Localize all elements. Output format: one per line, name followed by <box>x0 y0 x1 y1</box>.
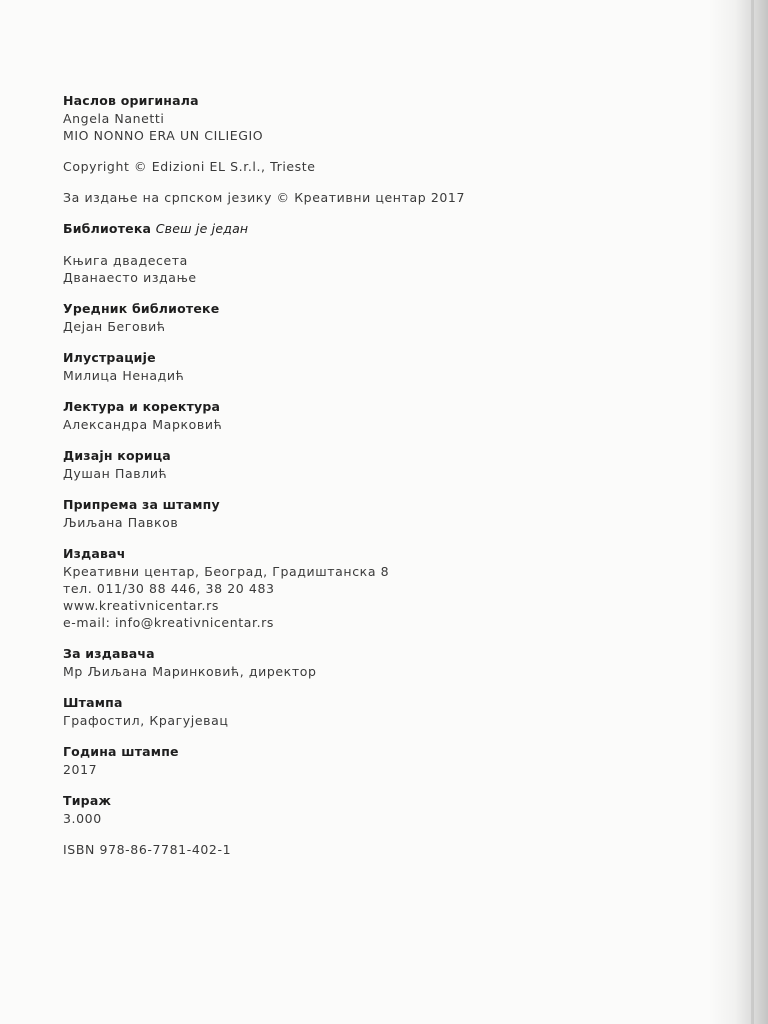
original-author: Angela Nanetti <box>63 111 165 126</box>
for-publisher-value: Мр Љиљана Маринковић, директор <box>63 664 317 679</box>
publisher-address: Креативни центар, Београд, Градиштанска 8 <box>63 564 390 579</box>
isbn-line: ISBN 978-86-7781-402-1 <box>63 842 232 857</box>
illustrations-section <box>63 349 703 384</box>
illustrations-value: Милица Ненадић <box>63 368 185 383</box>
copyright-section <box>63 158 703 175</box>
serbian-rights-section <box>63 189 703 206</box>
for-publisher-heading: За издавача <box>63 646 155 661</box>
printing-heading: Штампа <box>63 695 123 710</box>
printing-value: Графостил, Крагујевац <box>63 713 229 728</box>
isbn-section <box>63 841 703 858</box>
library-editor-value: Дејан Беговић <box>63 319 166 334</box>
publisher-phone: тел. 011/30 88 446, 38 20 483 <box>63 581 275 596</box>
prepress-heading: Припрема за штампу <box>63 497 220 512</box>
library-name: Свеш је један <box>155 221 249 236</box>
proofreading-section <box>63 398 703 433</box>
print-year-heading: Година штампе <box>63 744 179 759</box>
imprint-page <box>63 92 703 872</box>
book-info-section <box>63 252 703 286</box>
page-gutter-shadow <box>708 0 768 1024</box>
copyright-line: Copyright © Edizioni EL S.r.l., Trieste <box>63 159 316 174</box>
original-title: MIO NONNO ERA UN CILIEGIO <box>63 128 264 143</box>
library-editor-section <box>63 300 703 335</box>
proofreading-value: Александра Марковић <box>63 417 223 432</box>
library-editor-heading: Уредник библиотеке <box>63 301 220 316</box>
print-year-section <box>63 743 703 778</box>
library-section <box>63 220 703 238</box>
publisher-heading: Издавач <box>63 546 126 561</box>
publisher-website: www.kreativnicentar.rs <box>63 598 219 613</box>
print-run-section <box>63 792 703 827</box>
cover-design-value: Душан Павлић <box>63 466 168 481</box>
print-year-value: 2017 <box>63 762 98 777</box>
original-title-section <box>63 92 703 144</box>
printing-section <box>63 694 703 729</box>
proofreading-heading: Лектура и коректура <box>63 399 221 414</box>
prepress-value: Љиљана Павков <box>63 515 179 530</box>
library-line <box>63 220 703 238</box>
book-number: Књига двадесета <box>63 253 188 268</box>
serbian-rights-line: За издање на српском језику © Креативни центар 2017 <box>63 190 466 205</box>
library-label: Библиотека <box>63 221 152 236</box>
publisher-email: e-mail: info@kreativnicentar.rs <box>63 615 274 630</box>
prepress-section <box>63 496 703 531</box>
cover-design-heading: Дизајн корица <box>63 448 171 463</box>
for-publisher-section <box>63 645 703 680</box>
print-run-value: 3.000 <box>63 811 102 826</box>
edition: Дванаесто издање <box>63 270 197 285</box>
original-title-heading: Наслов оригинала <box>63 93 199 108</box>
print-run-heading: Тираж <box>63 793 112 808</box>
page-edge <box>751 0 754 1024</box>
illustrations-heading: Илустрације <box>63 350 156 365</box>
cover-design-section <box>63 447 703 482</box>
publisher-section <box>63 545 703 631</box>
